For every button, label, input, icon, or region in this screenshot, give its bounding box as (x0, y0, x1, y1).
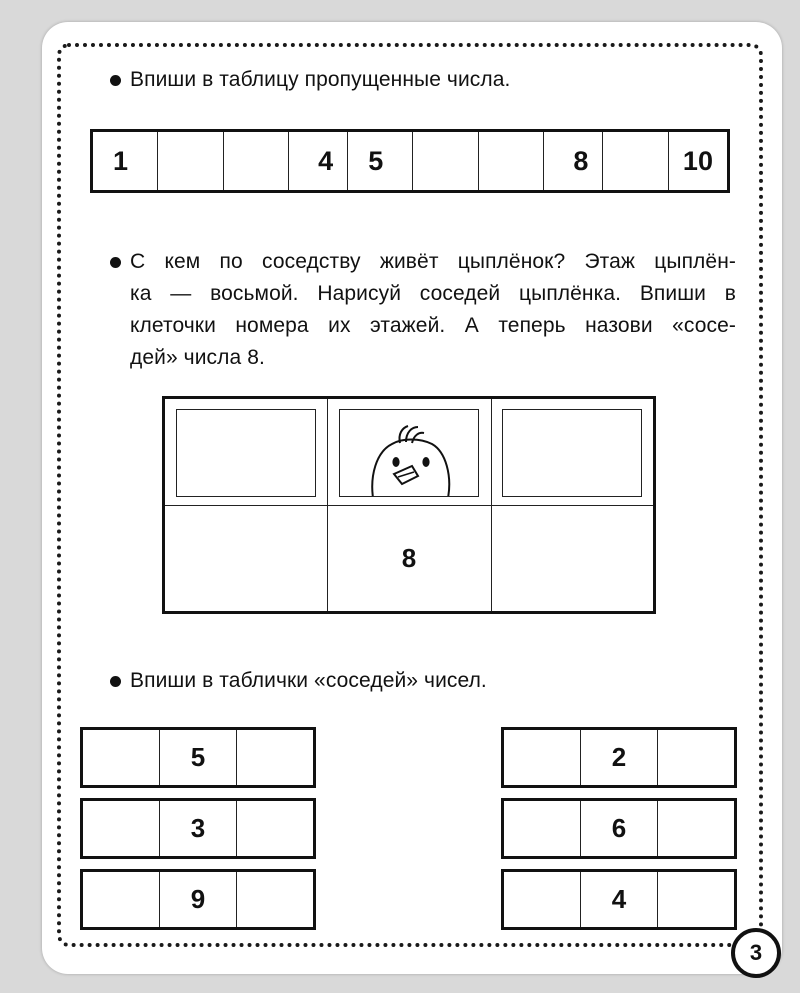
number-cell-4: 4 (289, 132, 348, 190)
neighbor-empty-cell[interactable] (237, 801, 313, 856)
task2-line-1: С кем по соседству живёт цыплёнок? Этаж цыплён- (130, 250, 736, 273)
neighbor-center-number: 5 (160, 730, 237, 785)
neighbor-empty-cell[interactable] (658, 730, 734, 785)
window-left-neighbor[interactable] (176, 409, 316, 497)
number-row-table (90, 129, 730, 193)
page-number: 3 (731, 928, 781, 978)
neighbor-empty-cell[interactable] (504, 872, 581, 927)
number-cell-10: 10 (682, 145, 713, 176)
neighbor-box-right-2 (501, 798, 737, 859)
number-cell-1: 1 (93, 132, 158, 190)
task2-instruction (130, 246, 736, 374)
task2-line-3: клеточки номера их этажей. А теперь назови «сосе- (130, 314, 736, 337)
neighbor-box-left-2 (80, 798, 316, 859)
neighbor-box-right-1 (501, 727, 737, 788)
task1-instruction: Впиши в таблицу пропущенные числа. (130, 64, 510, 96)
number-cell-8: 8 (544, 132, 603, 190)
task2-line-2: ка — восьмой. Нарисуй соседей цыплёнка. Впиши в (130, 282, 736, 305)
neighbor-empty-cell[interactable] (237, 730, 313, 785)
number-cell-3[interactable] (224, 132, 289, 190)
neighbor-box-left-3 (80, 869, 316, 930)
chick-icon (340, 410, 479, 497)
task3-instruction: Впиши в таблички «соседей» чисел. (130, 665, 487, 697)
number-cell-9[interactable] (603, 132, 668, 190)
task2-line-4: дей» числа 8. (130, 346, 265, 369)
house-diagram (162, 396, 656, 614)
window-chick (339, 409, 479, 497)
house-floor-divider (165, 505, 653, 506)
number-cell-2[interactable] (158, 132, 223, 190)
neighbor-center-number: 2 (581, 730, 658, 785)
neighbor-center-number: 4 (581, 872, 658, 927)
neighbor-empty-cell[interactable] (83, 872, 160, 927)
neighbor-empty-cell[interactable] (504, 730, 581, 785)
neighbor-empty-cell[interactable] (237, 872, 313, 927)
neighbor-box-right-3 (501, 869, 737, 930)
neighbor-center-number: 6 (581, 801, 658, 856)
neighbor-empty-cell[interactable] (83, 801, 160, 856)
neighbor-center-number: 9 (160, 872, 237, 927)
neighbor-center-number: 3 (160, 801, 237, 856)
number-cell-6[interactable] (413, 132, 478, 190)
neighbor-empty-cell[interactable] (83, 730, 160, 785)
neighbor-empty-cell[interactable] (658, 872, 734, 927)
neighbor-empty-cell[interactable] (504, 801, 581, 856)
neighbor-empty-cell[interactable] (658, 801, 734, 856)
number-cell-7[interactable] (479, 132, 544, 190)
neighbor-box-left-1 (80, 727, 316, 788)
number-cell-5: 5 (348, 132, 413, 190)
floor-number-eight: 8 (401, 543, 417, 573)
window-right-neighbor[interactable] (502, 409, 642, 497)
